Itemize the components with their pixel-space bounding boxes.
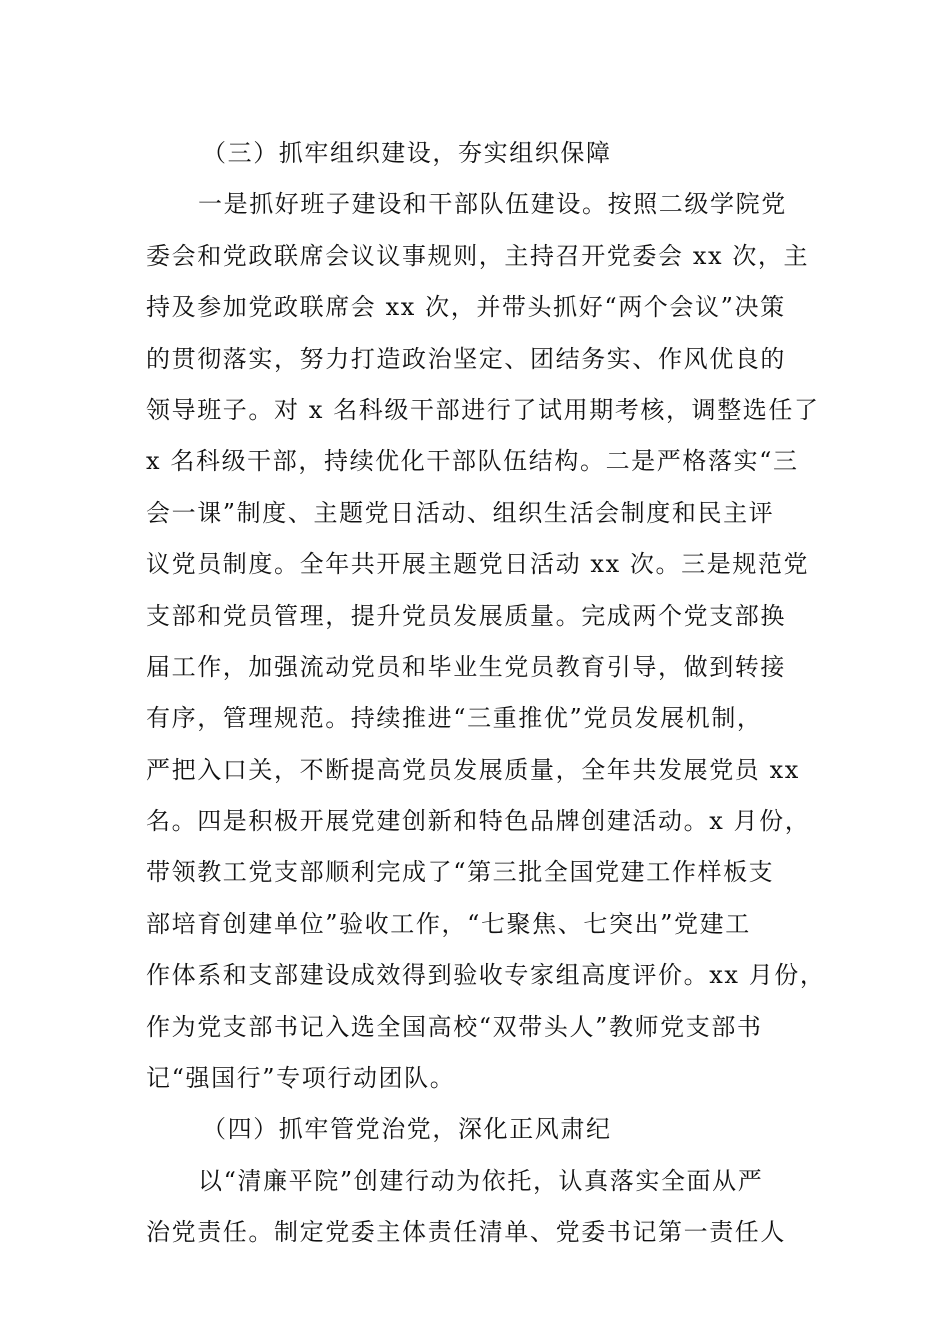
section-heading-3: （三）抓牢组织建设，夯实组织保障	[202, 139, 612, 167]
paragraph-line: 治党责任。制定党委主体责任清单、党委书记第一责任人	[146, 1218, 786, 1247]
section-4-paragraph	[146, 1156, 826, 1259]
section-heading-4: （四）抓牢管党治党，深化正风肃纪	[202, 1115, 612, 1144]
section-3-paragraph	[146, 179, 826, 1104]
paragraph-line: 领导班子。对 x 名科级干部进行了试用期考核，调整选任了	[146, 395, 820, 424]
paragraph-line: 委会和党政联席会议议事规则，主持召开党委会 xx 次，主	[146, 241, 810, 270]
paragraph-line: 作体系和支部建设成效得到验收专家组高度评价。xx 月份，	[146, 961, 826, 990]
paragraph-line: 支部和党员管理，提升党员发展质量。完成两个党支部换	[146, 601, 786, 630]
paragraph-line: 记“强国行”专项行动团队。	[146, 1064, 456, 1093]
paragraph-line: 会一课”制度、主题党日活动、组织生活会制度和民主评	[146, 498, 775, 527]
paragraph-line: 的贯彻落实，努力打造政治坚定、团结务实、作风优良的	[146, 344, 786, 373]
paragraph-line: 一是抓好班子建设和干部队伍建设。按照二级学院党	[198, 190, 787, 219]
paragraph-line: 带领教工党支部顺利完成了“第三批全国党建工作样板支	[146, 858, 775, 887]
paragraph-line: 议党员制度。全年共开展主题党日活动 xx 次。三是规范党	[146, 550, 810, 579]
paragraph-line: 届工作，加强流动党员和毕业生党员教育引导，做到转接	[146, 652, 786, 681]
paragraph-line: 以“清廉平院”创建行动为依托，认真落实全面从严	[198, 1166, 764, 1195]
paragraph-line: 名。四是积极开展党建创新和特色品牌创建活动。x 月份，	[146, 807, 811, 836]
document-body	[146, 128, 826, 1259]
paragraph-line: 持及参加党政联席会 xx 次，并带头抓好“两个会议”决策	[146, 293, 786, 322]
paragraph-line: 作为党支部书记入选全国高校“双带头人”教师党支部书	[146, 1012, 763, 1041]
paragraph-line: 有序，管理规范。持续推进“三重推优”党员发展机制，	[146, 704, 763, 733]
paragraph-line: 严把入口关，不断提高党员发展质量，全年共发展党员 xx	[146, 755, 800, 784]
paragraph-line: 部培育创建单位”验收工作，“七聚焦、七突出”党建工	[146, 909, 751, 938]
paragraph-line: x 名科级干部，持续优化干部队伍结构。二是严格落实“三	[146, 447, 799, 476]
